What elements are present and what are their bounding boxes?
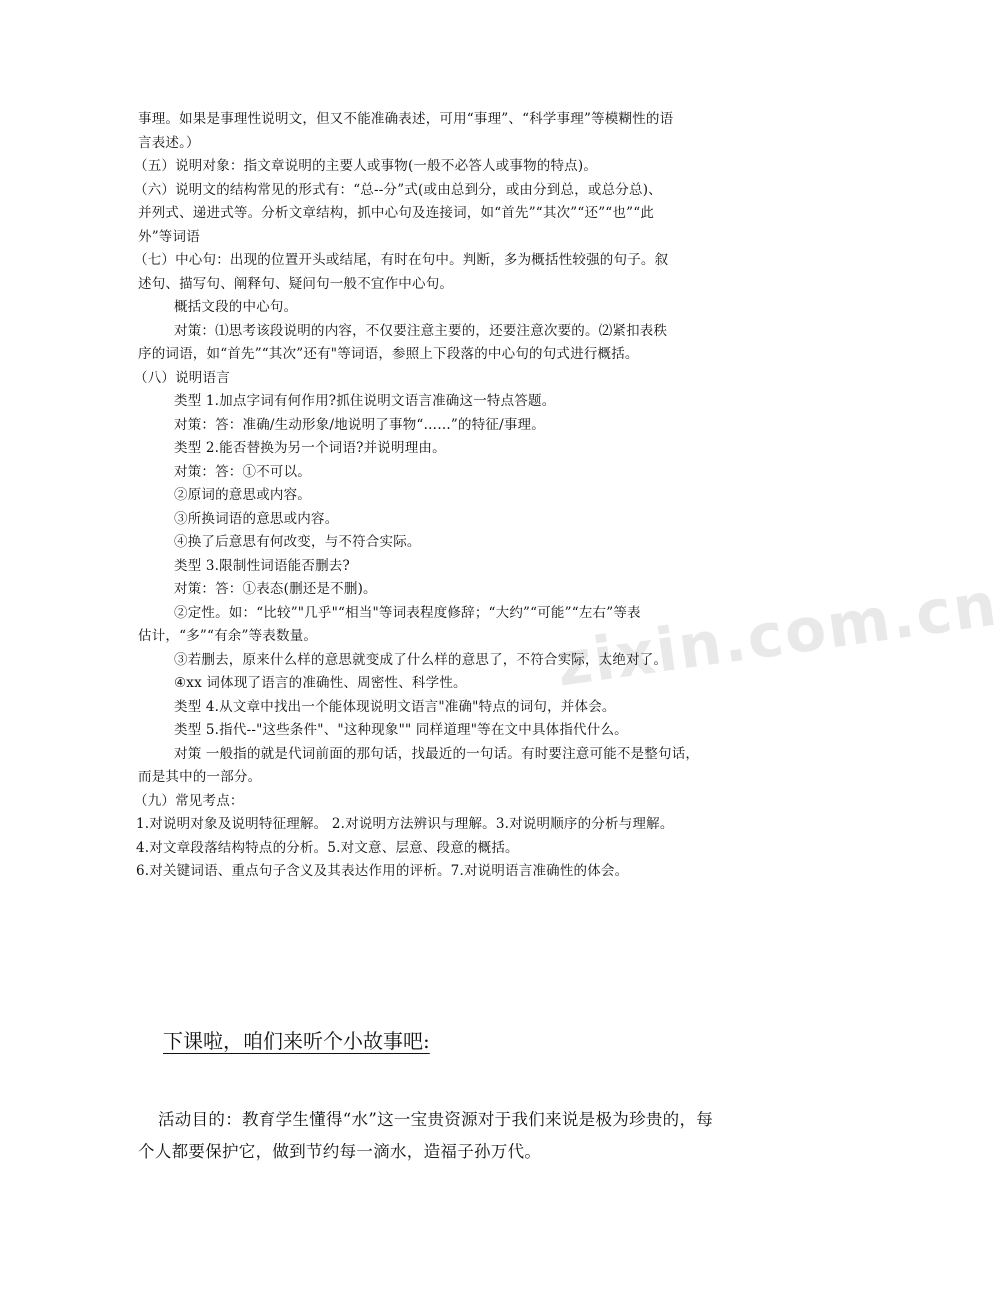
text-line: 而是其中的一部分。	[138, 769, 262, 785]
text-line: ②原词的意思或内容。	[174, 487, 311, 503]
section-six: （六）说明文的结构常见的形式有：“总--分”式(或由总到分，或由分到总，或总分总)、	[134, 181, 662, 198]
text-line: ④xx 词体现了语言的准确性、周密性、科学性。	[174, 675, 467, 691]
text-line: 并列式、递进式等。分析文章结构，抓中心句及连接词，如“首先”“其次”“还”“也”“此	[138, 205, 655, 221]
text-line: 述句、描写句、阐释句、疑问句一般不宜作中心句。	[138, 275, 454, 292]
text-line: 概括文段的中心句。	[174, 299, 298, 315]
text-line: 外”等词语	[138, 228, 200, 245]
story-heading	[163, 1027, 763, 1055]
text-line: 事理。如果是事理性说明文，但又不能准确表述，可用“事理”、“科学事理”等模糊性的语	[138, 111, 674, 127]
exam-point-line: 4.对文章段落结构特点的分析。5.对文意、层意、段意的概括。	[136, 839, 519, 856]
section-seven: （七）中心句：出现的位置开头或结尾，有时在句中。判断，多为概括性较强的句子。叙	[134, 252, 669, 268]
story-heading-text: 下课啦，咱们来听个小故事吧:	[163, 1029, 430, 1053]
text-line: 对策 一般指的就是代词前面的那句话，找最近的一句话。有时要注意可能不是整句话，	[174, 745, 700, 762]
activity-line: 个人都要保护它，做到节约每一滴水，造福子孙万代。	[138, 1142, 542, 1161]
text-line: ④换了后意思有何改变，与不符合实际。	[174, 534, 421, 550]
text-line: ③所换词语的意思或内容。	[174, 510, 339, 527]
section-five: （五）说明对象：指文章说明的主要人或事物(一般不必答人或事物的特点)。	[134, 158, 598, 174]
text-line: 序的词语，如“首先”“其次”还有"等词语，参照上下段落的中心句的句式进行概括。	[138, 346, 639, 362]
activity-purpose	[138, 1104, 788, 1168]
text-line: 类型 2.能否替换为另一个词语?并说明理由。	[174, 440, 446, 456]
exam-point-line: 1.对说明对象及说明特征理解。 2.对说明方法辨识与理解。3.对说明顺序的分析与理解。	[136, 816, 674, 832]
section-eight: （八）说明语言	[134, 369, 230, 386]
text-line: 对策：答：①表态(删还是不删)。	[174, 581, 377, 597]
expository-notes	[134, 108, 788, 884]
text-line: 对策：答：准确/生动形象/地说明了事物“……”的特征/事理。	[174, 416, 545, 433]
text-line: 类型 1.加点字词有何作用?抓住说明文语言准确这一特点答题。	[174, 393, 556, 409]
text-line: 对策：⑴思考该段说明的内容，不仅要注意主要的，还要注意次要的。⑵紧扣表秩	[174, 322, 668, 339]
watermark: zixin.com.cn	[552, 569, 1002, 701]
text-line: 估计，“多”“有余”等表数量。	[138, 628, 318, 644]
activity-line: 活动目的：教育学生懂得“水”这一宝贵资源对于我们来说是极为珍贵的，每	[158, 1110, 714, 1129]
text-line: ②定性。如：“比较”"几乎"“相当"等词表程度修辞；“大约”“可能”“左右”等表	[174, 604, 641, 621]
text-line: 言表述。）	[138, 134, 200, 151]
text-line: ③若删去，原来什么样的意思就变成了什么样的意思了，不符合实际，太绝对了。	[174, 651, 668, 668]
text-line: 对策：答：①不可以。	[174, 463, 311, 480]
text-line: 类型 5.指代--"这些条件"、"这种现象"" 同样道理"等在文中具体指代什么。	[174, 722, 628, 738]
text-line: 类型 4.从文章中找出一个能体现说明文语言"准确"特点的词句，并体会。	[174, 698, 616, 715]
exam-point-line: 6.对关键词语、重点句子含义及其表达作用的评析。7.对说明语言准确性的体会。	[136, 863, 629, 879]
text-line: 类型 3.限制性词语能否删去?	[174, 557, 350, 574]
section-nine: （九）常见考点：	[134, 792, 244, 809]
